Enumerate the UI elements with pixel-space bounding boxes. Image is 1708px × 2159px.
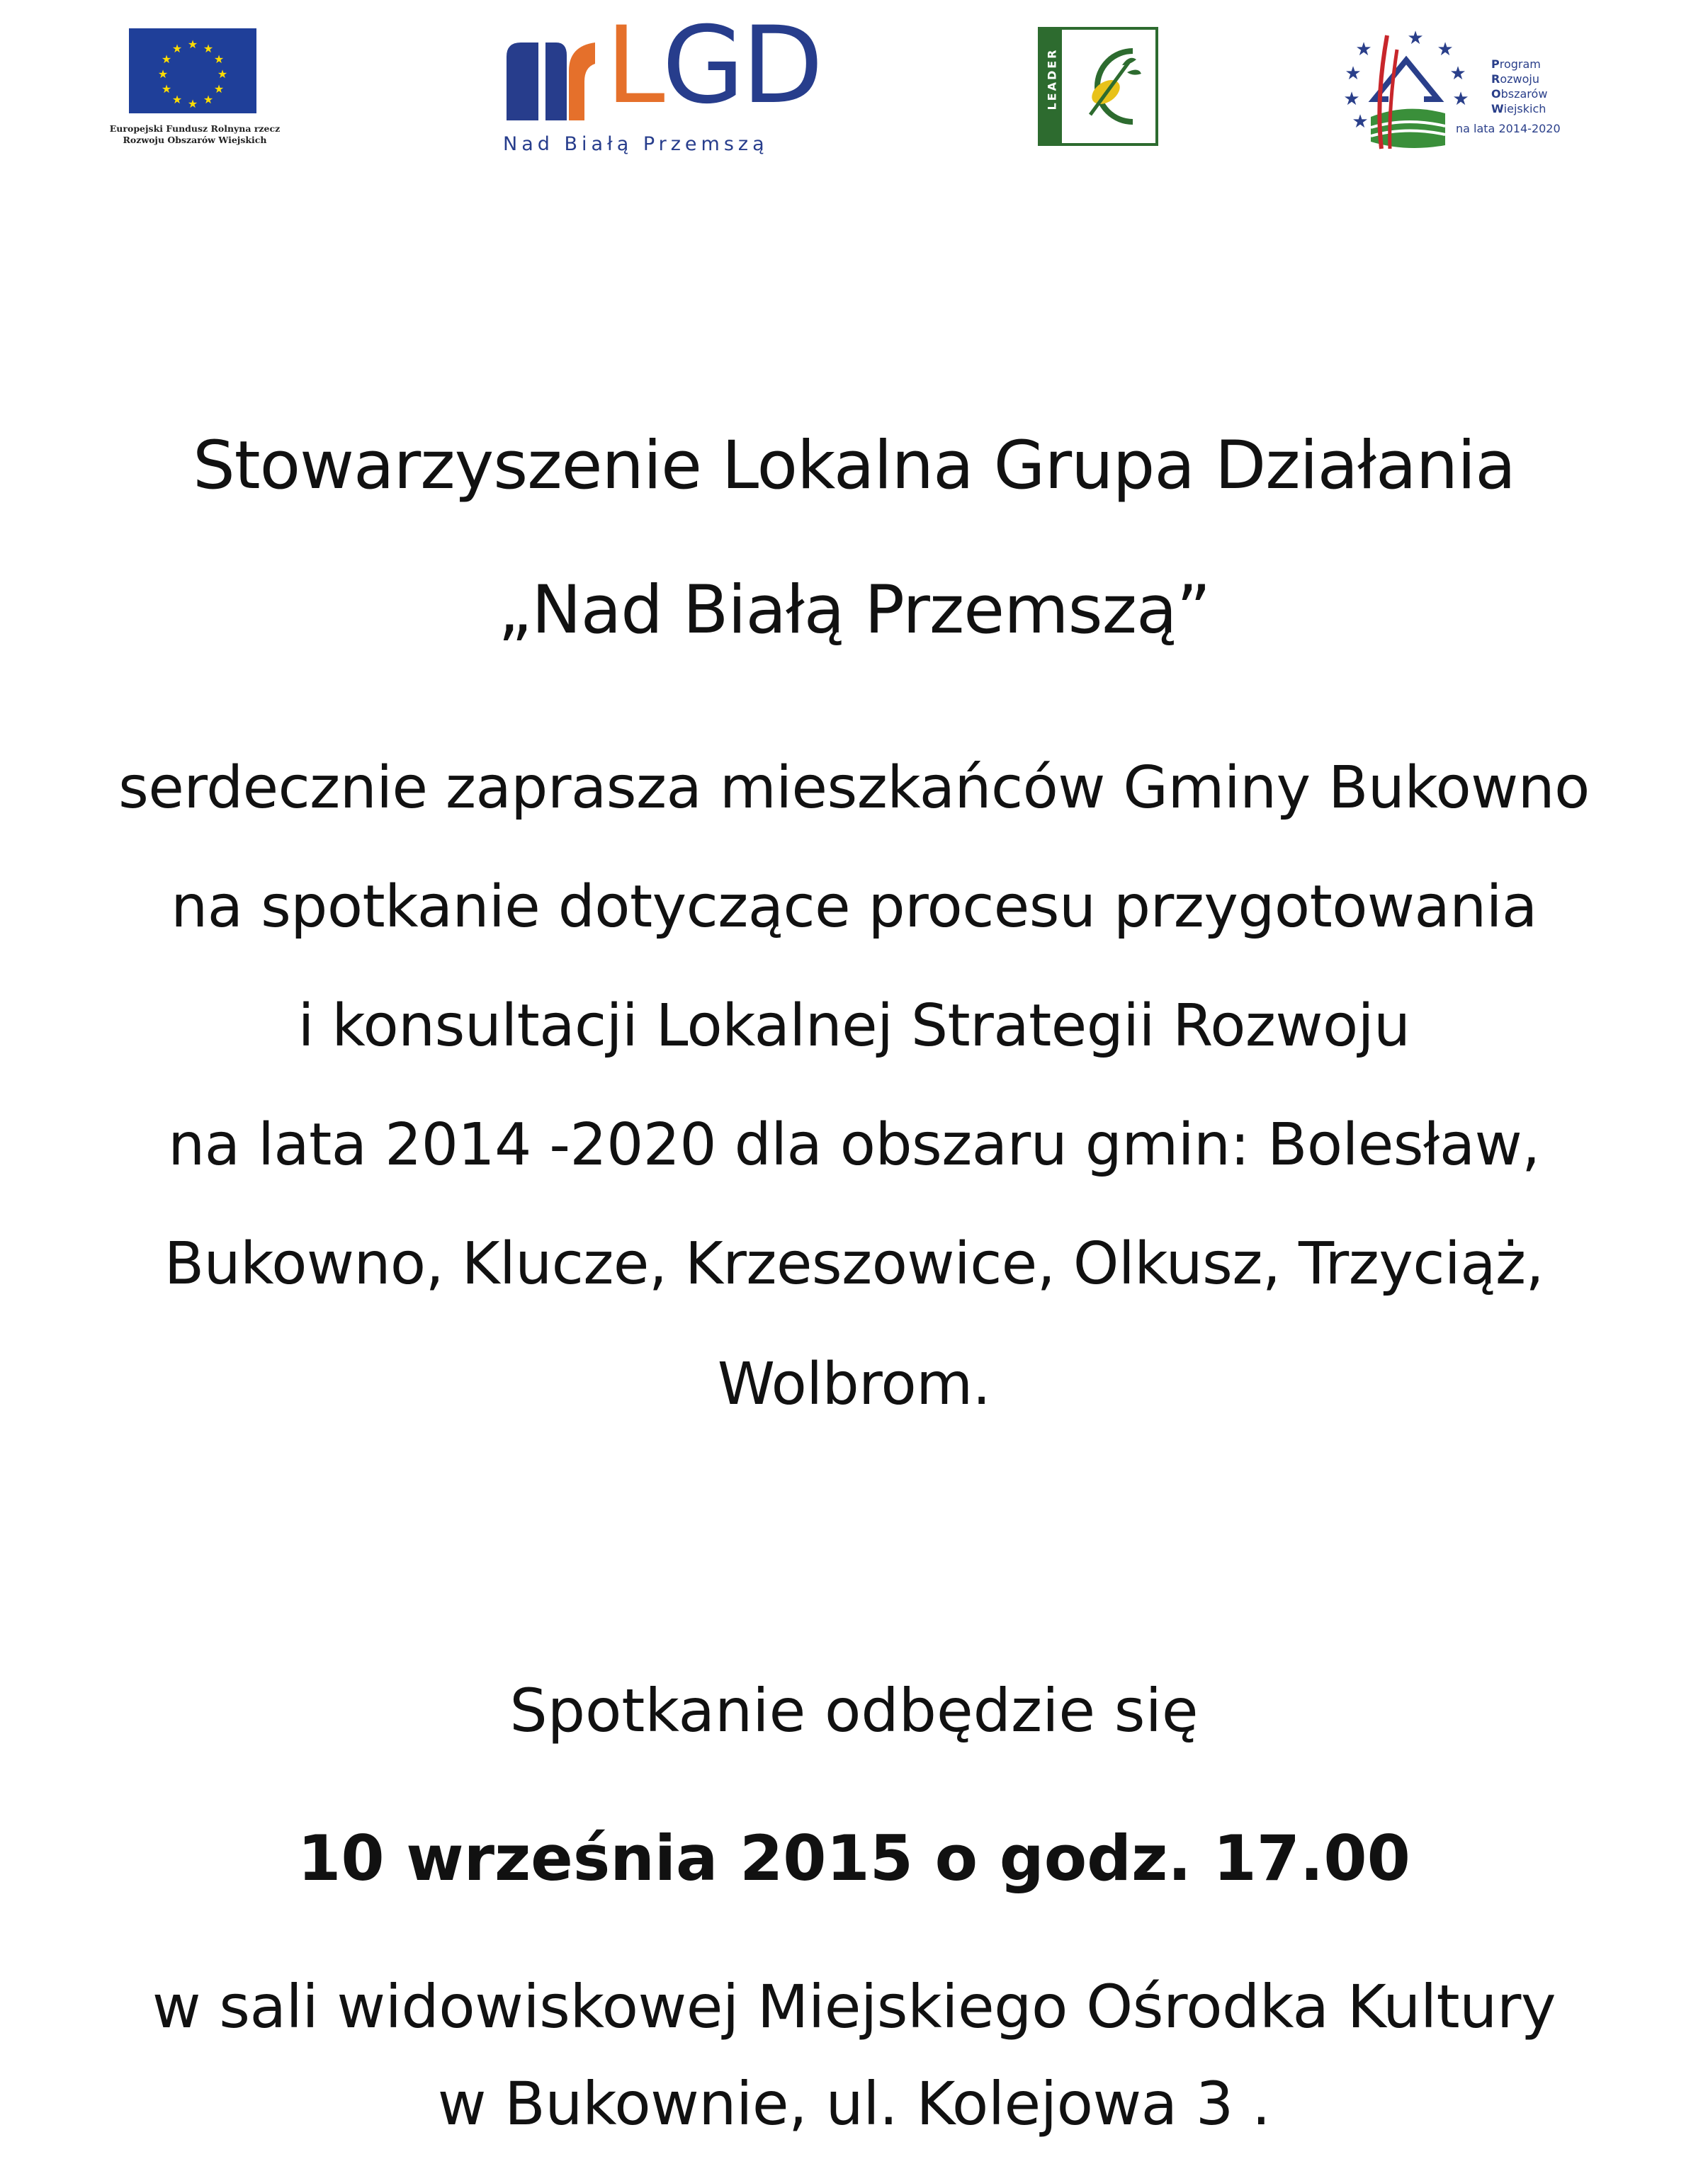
svg-text:★: ★ <box>171 42 183 55</box>
svg-text:★: ★ <box>1452 89 1469 110</box>
invitation-line: serdecznie zaprasza mieszkańców Gminy Bukowno <box>118 754 1590 822</box>
meeting-intro: Spotkanie odbędzie się <box>509 1676 1199 1745</box>
org-name-line1: Stowarzyszenie Lokalna Grupa Działania <box>193 427 1515 504</box>
svg-text:★: ★ <box>213 52 225 66</box>
svg-text:★: ★ <box>161 82 172 96</box>
svg-text:★: ★ <box>203 42 214 55</box>
lgd-logo <box>499 4 832 163</box>
prow-years: na lata 2014-2020 <box>1456 122 1561 135</box>
prow-word <box>1491 72 1547 86</box>
eu-stars-icon <box>129 28 256 113</box>
prow-word-rest: bszarów <box>1500 87 1548 101</box>
svg-text:★: ★ <box>1343 89 1360 110</box>
prow-initial: R <box>1491 72 1500 86</box>
leader-logo <box>1038 27 1165 154</box>
eu-flag-icon <box>129 28 256 113</box>
logo-bar <box>0 4 1708 163</box>
meeting-place-line1: w sali widowiskowej Miejskiego Ośrodka Kultury <box>152 1972 1556 2041</box>
eu-caption-line: Europejski Fundusz Rolnyna rzecz <box>109 123 281 134</box>
prow-word-rest: ozwoju <box>1500 72 1539 86</box>
svg-text:★: ★ <box>157 67 169 81</box>
prow-word <box>1491 57 1547 72</box>
svg-text:★: ★ <box>1437 39 1454 60</box>
svg-text:★: ★ <box>161 52 172 66</box>
eu-fund-caption <box>99 123 290 146</box>
eu-caption-line: Rozwoju Obszarów Wiejskich <box>123 135 267 145</box>
svg-text:★: ★ <box>1345 63 1362 84</box>
lgd-wordmark <box>606 4 821 128</box>
svg-text:★: ★ <box>213 82 225 96</box>
prow-emblem-icon <box>1332 21 1481 163</box>
prow-initial: O <box>1491 87 1501 101</box>
prow-word <box>1491 86 1547 101</box>
svg-text:★: ★ <box>171 93 183 106</box>
lgd-letters-gd: GD <box>662 4 821 128</box>
invitation-line: i konsultacji Lokalnej Strategii Rozwoju <box>298 992 1410 1060</box>
leader-emblem-icon <box>1062 30 1155 143</box>
lgd-letter-l: L <box>606 4 662 128</box>
svg-text:★: ★ <box>217 67 228 81</box>
prow-initial: P <box>1491 57 1500 71</box>
prow-initial: W <box>1491 102 1504 115</box>
lgd-caption: Nad Białą Przemszą <box>503 133 769 155</box>
invitation-line: na spotkanie dotyczące procesu przygotowania <box>171 873 1537 941</box>
org-name-line2: „Nad Białą Przemszą” <box>497 572 1211 649</box>
invitation-line: Bukowno, Klucze, Krzeszowice, Olkusz, Trzyciąż, <box>164 1230 1544 1298</box>
meeting-place-line2: w Bukownie, ul. Kolejowa 3 . <box>437 2069 1271 2138</box>
leader-frame <box>1038 27 1158 146</box>
svg-text:★: ★ <box>1407 28 1424 49</box>
svg-text:★: ★ <box>1352 111 1369 132</box>
svg-text:★: ★ <box>187 97 198 110</box>
leader-label: LEADER <box>1045 47 1059 110</box>
svg-text:★: ★ <box>1355 39 1372 60</box>
prow-word-rest: iejskich <box>1503 102 1546 115</box>
prow-wordmark <box>1491 57 1547 116</box>
invitation-line: na lata 2014 -2020 dla obszaru gmin: Bolesław, <box>168 1111 1540 1179</box>
prow-word-rest: rogram <box>1499 57 1541 71</box>
svg-text:★: ★ <box>203 93 214 106</box>
invitation-line: Wolbrom. <box>717 1351 991 1418</box>
prow-word <box>1491 101 1547 116</box>
eu-fund-logo <box>99 28 298 163</box>
prow-logo <box>1332 21 1615 163</box>
lgd-mark-icon <box>499 28 606 128</box>
meeting-datetime: 10 września 2015 o godz. 17.00 <box>298 1822 1410 1895</box>
leader-strip <box>1041 30 1062 143</box>
svg-text:★: ★ <box>187 38 198 51</box>
svg-text:★: ★ <box>1449 63 1466 84</box>
